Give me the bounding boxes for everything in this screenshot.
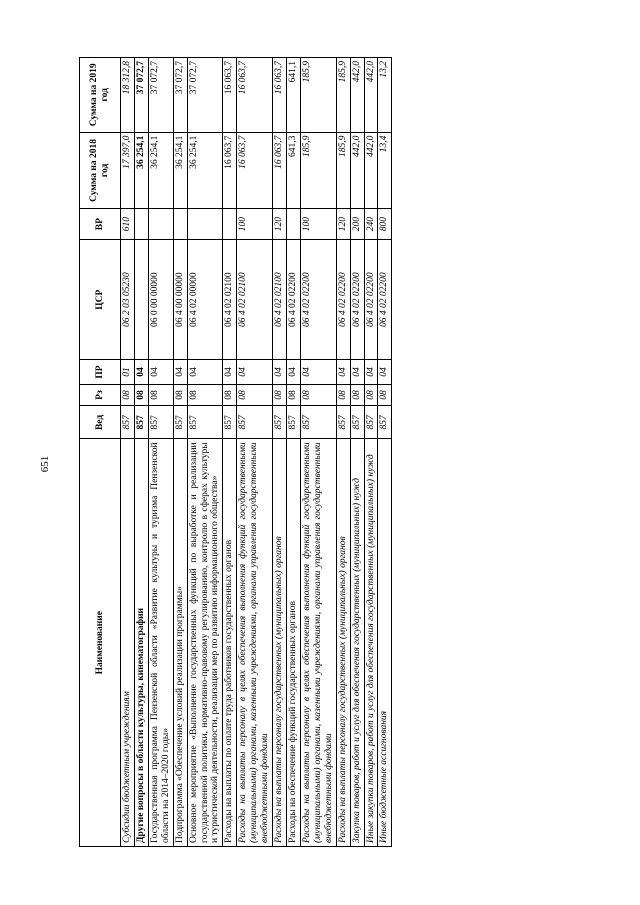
table-row [237, 58, 273, 847]
cell-pr: 04 [173, 360, 187, 384]
cell-rz: 08 [237, 384, 273, 406]
table-body [121, 58, 392, 847]
cell-pr: 04 [237, 360, 273, 384]
table-row [286, 58, 300, 847]
table-header-row [80, 58, 121, 847]
header-pr: ПР [80, 360, 121, 384]
cell-sum-2018: 185,9 [300, 132, 336, 209]
cell-vr: 100 [300, 209, 336, 240]
cell-name: Иные закупки товаров, работ и услуг для обеспечения государственных (муниципальных) нужд [364, 439, 378, 847]
cell-sum-2018: 36 254,1 [134, 132, 148, 209]
cell-vr: 240 [364, 209, 378, 240]
header-rz: Рз [80, 384, 121, 406]
cell-ved: 857 [273, 406, 287, 439]
cell-sum-2019: 185,9 [336, 58, 350, 133]
table-row [148, 58, 173, 847]
cell-name: Расходы на выплаты персоналу государственных (муниципальных) органов [273, 439, 287, 847]
cell-ved: 857 [173, 406, 187, 439]
cell-vr [286, 209, 300, 240]
cell-sum-2018: 442,0 [364, 132, 378, 209]
cell-vr [148, 209, 173, 240]
cell-rz: 08 [364, 384, 378, 406]
cell-sum-2019: 16 063,7 [273, 58, 287, 133]
cell-name: Расходы на обеспечение функций государственных органов [286, 439, 300, 847]
budget-table [79, 57, 392, 847]
cell-sum-2019: 442,0 [350, 58, 364, 133]
cell-sum-2019: 37 072,7 [173, 58, 187, 133]
cell-csr: 06 4 02 02200 [336, 239, 350, 360]
cell-rz: 08 [336, 384, 350, 406]
cell-rz: 08 [350, 384, 364, 406]
cell-csr: 06 4 02 00000 [187, 239, 223, 360]
cell-vr: 120 [336, 209, 350, 240]
cell-csr: 06 4 02 02100 [237, 239, 273, 360]
cell-name: Расходы на выплаты по оплате труда работников государственных органов [223, 439, 237, 847]
table-row [273, 58, 287, 847]
cell-name: Расходы на выплаты персоналу в целях обеспечения выполнения функций государственными (муниципальными) органами, казенными учреждениями, органами управления государственными внебюджетными фондами [300, 439, 336, 847]
page-number: 651 [39, 455, 51, 473]
table-row [173, 58, 187, 847]
cell-vr: 120 [273, 209, 287, 240]
cell-pr: 04 [286, 360, 300, 384]
header-sum-2018: Сумма на 2018 год [80, 132, 121, 209]
cell-sum-2018: 641,3 [286, 132, 300, 209]
cell-vr [187, 209, 223, 240]
cell-rz: 08 [378, 384, 392, 406]
cell-sum-2019: 13,2 [378, 58, 392, 133]
cell-vr: 800 [378, 209, 392, 240]
cell-ved: 857 [286, 406, 300, 439]
cell-sum-2018: 36 254,1 [173, 132, 187, 209]
cell-ved: 857 [187, 406, 223, 439]
cell-name: Расходы на выплаты персоналу государственных (муниципальных) органов [336, 439, 350, 847]
cell-sum-2018: 36 254,1 [187, 132, 223, 209]
cell-csr: 06 4 02 02100 [273, 239, 287, 360]
header-sum-2019: Сумма на 2019 год [80, 58, 121, 133]
table-row [187, 58, 223, 847]
table-row [134, 58, 148, 847]
cell-csr: 06 4 02 02200 [364, 239, 378, 360]
cell-sum-2018: 185,9 [336, 132, 350, 209]
cell-sum-2018: 442,0 [350, 132, 364, 209]
cell-ved: 857 [336, 406, 350, 439]
cell-ved: 857 [148, 406, 173, 439]
cell-ved: 857 [237, 406, 273, 439]
table-row [336, 58, 350, 847]
cell-vr [173, 209, 187, 240]
cell-csr [134, 239, 148, 360]
cell-vr: 200 [350, 209, 364, 240]
cell-pr: 04 [187, 360, 223, 384]
cell-pr: 04 [148, 360, 173, 384]
cell-vr: 610 [121, 209, 135, 240]
cell-sum-2019: 641,1 [286, 58, 300, 133]
table-row [350, 58, 364, 847]
cell-sum-2018: 17 397,0 [121, 132, 135, 209]
cell-ved: 857 [121, 406, 135, 439]
cell-pr: 04 [378, 360, 392, 384]
cell-rz: 08 [300, 384, 336, 406]
cell-rz: 08 [187, 384, 223, 406]
table-row [121, 58, 135, 847]
cell-csr: 06 4 00 00000 [173, 239, 187, 360]
cell-pr: 04 [364, 360, 378, 384]
cell-sum-2019: 37 072,7 [148, 58, 173, 133]
cell-ved: 857 [378, 406, 392, 439]
cell-ved: 857 [300, 406, 336, 439]
cell-pr: 04 [273, 360, 287, 384]
cell-rz: 08 [134, 384, 148, 406]
cell-sum-2018: 13,4 [378, 132, 392, 209]
rotated-table-wrapper [79, 57, 609, 847]
cell-vr: 100 [237, 209, 273, 240]
rotated-table-inner [79, 57, 609, 847]
cell-rz: 08 [121, 384, 135, 406]
cell-name: Основное мероприятие «Выполнение государственных функций по выработке и реализации государственной политики, нормативно-правовому регулированию, контролю в сферах культуры и туристической деятельности, реализации мер по развитию информационного общества» [187, 439, 223, 847]
cell-pr: 04 [350, 360, 364, 384]
header-vr: ВР [80, 209, 121, 240]
cell-csr: 06 4 02 02200 [350, 239, 364, 360]
cell-sum-2018: 16 063,7 [223, 132, 237, 209]
cell-pr: 04 [223, 360, 237, 384]
cell-pr: 04 [300, 360, 336, 384]
cell-csr: 06 0 00 00000 [148, 239, 173, 360]
cell-name: Закупка товаров, работ и услуг для обеспечения государственных (муниципальных) нужд [350, 439, 364, 847]
cell-rz: 08 [223, 384, 237, 406]
cell-name: Другие вопросы в области культуры, кинематографии [134, 439, 148, 847]
cell-ved: 857 [134, 406, 148, 439]
cell-name: Расходы на выплаты персоналу в целях обеспечения выполнения функций государственными (муниципальными) органами, казенными учреждениями, органами управления государственными внебюджетными фондами [237, 439, 273, 847]
table-row [378, 58, 392, 847]
cell-vr [134, 209, 148, 240]
cell-rz: 08 [273, 384, 287, 406]
table-row [223, 58, 237, 847]
header-name: Наименование [80, 439, 121, 847]
table-row [300, 58, 336, 847]
cell-sum-2019: 37 072,7 [187, 58, 223, 133]
cell-pr: 04 [134, 360, 148, 384]
cell-csr: 06 4 02 02200 [300, 239, 336, 360]
cell-name: Государственная программа Пензенской области «Развитие культуры и туризма Пензенской области на 2014–2020 годы» [148, 439, 173, 847]
cell-sum-2018: 16 063,7 [273, 132, 287, 209]
cell-sum-2019: 37 072,7 [134, 58, 148, 133]
cell-csr: 06 4 02 02100 [223, 239, 237, 360]
cell-sum-2019: 16 063,7 [237, 58, 273, 133]
header-ved: Вед [80, 406, 121, 439]
cell-ved: 857 [223, 406, 237, 439]
cell-csr: 06 4 02 02200 [286, 239, 300, 360]
cell-sum-2019: 442,0 [364, 58, 378, 133]
cell-pr: 01 [121, 360, 135, 384]
cell-vr [223, 209, 237, 240]
cell-name: Подпрограмма «Обеспечение условий реализации программы» [173, 439, 187, 847]
cell-sum-2019: 16 063,7 [223, 58, 237, 133]
cell-pr: 04 [336, 360, 350, 384]
cell-csr: 06 4 02 02200 [378, 239, 392, 360]
cell-ved: 857 [364, 406, 378, 439]
cell-rz: 08 [173, 384, 187, 406]
cell-sum-2019: 18 312,8 [121, 58, 135, 133]
cell-rz: 08 [286, 384, 300, 406]
header-csr: ЦСР [80, 239, 121, 360]
cell-name: Субсидии бюджетным учреждениям [121, 439, 135, 847]
cell-sum-2018: 16 063,7 [237, 132, 273, 209]
cell-csr: 06 2 03 05230 [121, 239, 135, 360]
cell-name: Иные бюджетные ассигнования [378, 439, 392, 847]
cell-rz: 08 [148, 384, 173, 406]
cell-sum-2018: 36 254,1 [148, 132, 173, 209]
cell-ved: 857 [350, 406, 364, 439]
cell-sum-2019: 185,9 [300, 58, 336, 133]
table-row [364, 58, 378, 847]
